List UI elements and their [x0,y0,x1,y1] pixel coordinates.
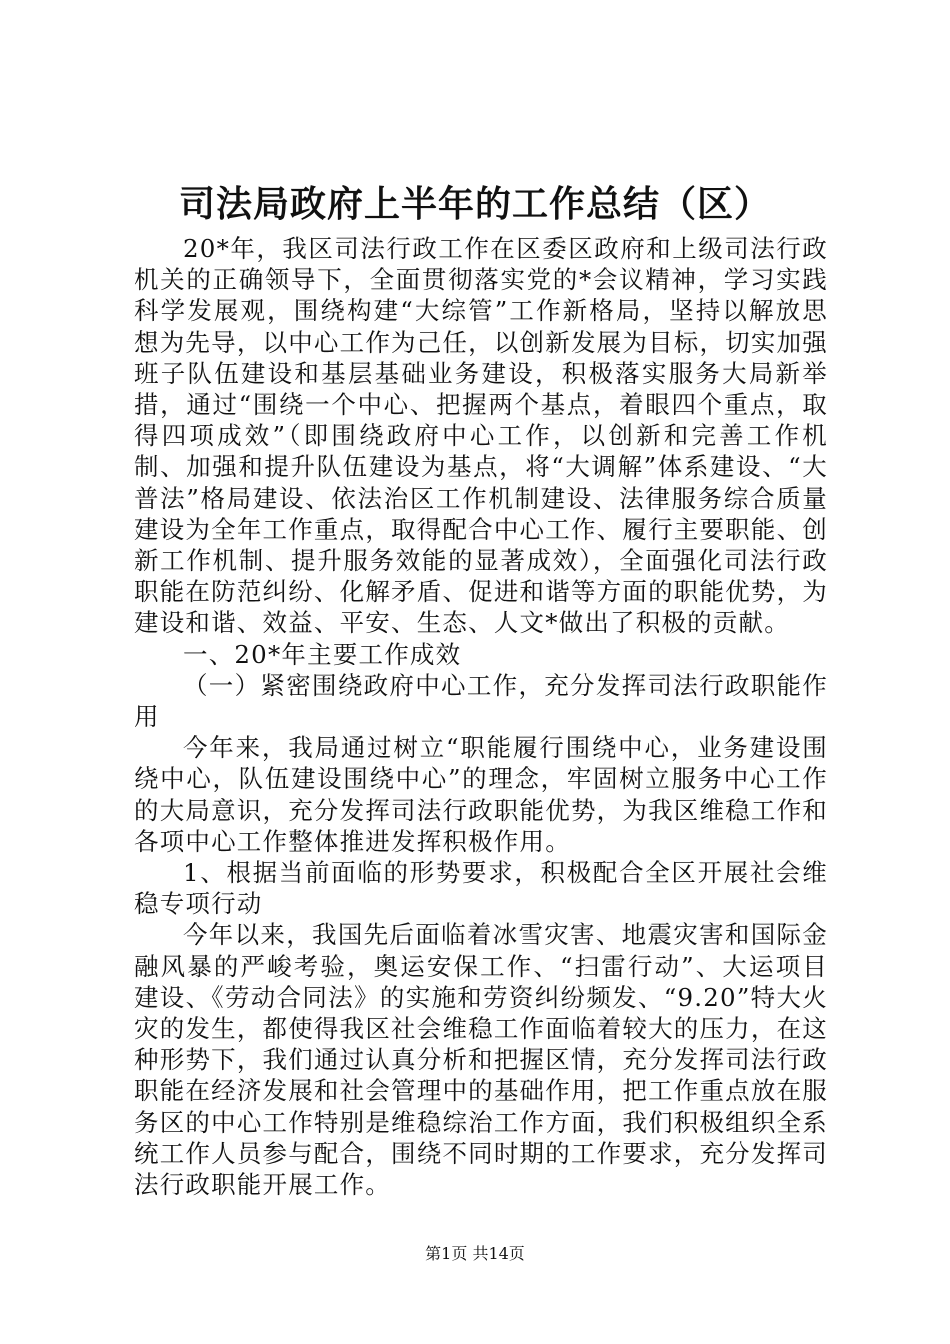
body-paragraph: 今年以来，我国先后面临着冰雪灾害、地震灾害和国际金融风暴的严峻考验，奥运安保工作、“扫雷行动”、大运项目建设、《劳动合同法》的实施和劳资纠纷频发、“9.20”特大火灾的发生，都使得我区社会维稳工作面临着较大的压力，在这种形势下，我们通过认真分析和把握区情，充分发挥司法行政职能在经济发展和社会管理中的基础作用，把工作重点放在服务区的中心工作特别是维稳综治工作方面，我们积极组织全系统工作人员参与配合，围绕不同时期的工作要求，充分发挥司法行政职能开展工作。 [134,920,828,1200]
page-number-label: 第1页 共14页 [425,1244,525,1263]
document-body [134,233,828,1200]
body-paragraph: 今年来，我局通过树立“职能履行围绕中心，业务建设围绕中心，队伍建设围绕中心”的理念，牢固树立服务中心工作的大局意识，充分发挥司法行政职能优势，为我区维稳工作和各项中心工作整体推进发挥积极作用。 [134,733,828,856]
subsection-heading: （一）紧密围绕政府中心工作，充分发挥司法行政职能作用 [134,670,828,732]
section-heading: 一、20*年主要工作成效 [183,639,462,669]
document-title: 司法局政府上半年的工作总结（区） [178,184,771,225]
page-footer [0,1243,950,1265]
item-heading: 1、根据当前面临的形势要求，积极配合全区开展社会维稳专项行动 [134,858,828,919]
intro-paragraph: 20*年，我区司法行政工作在区委区政府和上级司法行政机关的正确领导下，全面贯彻落实党的*会议精神，学习实践科学发展观，围绕构建“大综管”工作新格局，坚持以解放思想为先导，以中心工作为己任，以创新发展为目标，切实加强班子队伍建设和基层基础业务建设，积极落实服务大局新举措，通过“围绕一个中心、把握两个基点，着眼四个重点，取得四项成效”（即围绕政府中心工作，以创新和完善工作机制、加强和提升队伍建设为基点，将“大调解”体系建设、“大普法”格局建设、依法治区工作机制建设、法律服务综合质量建设为全年工作重点，取得配合中心工作、履行主要职能、创新工作机制、提升服务效能的显著成效），全面强化司法行政职能在防范纠纷、化解矛盾、促进和谐等方面的职能优势，为建设和谐、效益、平安、生态、人文*做出了积极的贡献。 [134,234,828,638]
